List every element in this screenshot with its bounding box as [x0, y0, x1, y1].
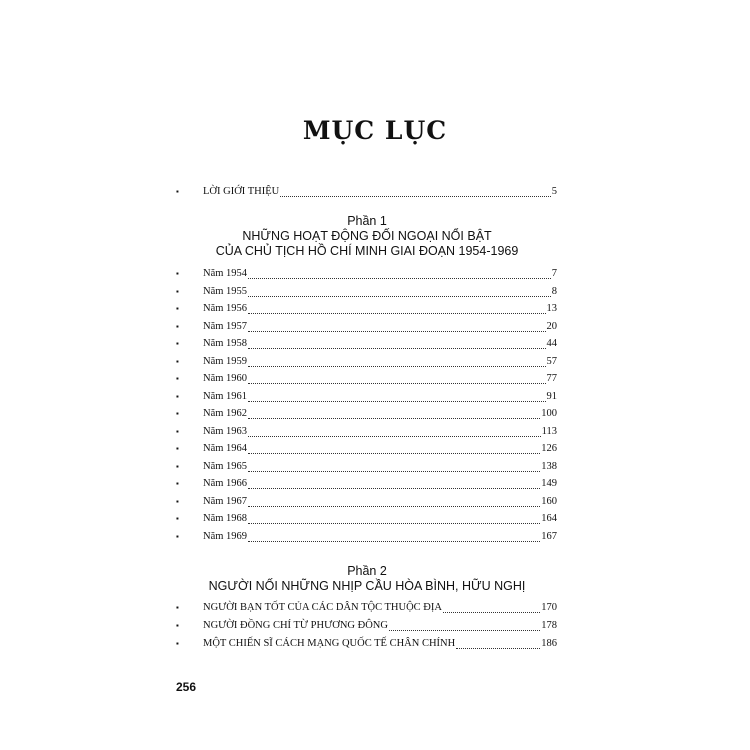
dot-leader: [248, 435, 541, 437]
toc-entry-label: Năm 1961: [203, 390, 248, 402]
toc-entry[interactable]: [176, 636, 557, 652]
toc-entry-page: 138: [541, 460, 557, 472]
toc-entry-page: 5: [551, 186, 557, 197]
toc-entry-label: Năm 1969: [203, 530, 248, 542]
toc-entry[interactable]: [176, 284, 557, 300]
toc-entry[interactable]: [176, 476, 557, 492]
toc-entry-page: 8: [551, 285, 557, 297]
toc-entry-page: 164: [541, 513, 557, 524]
toc-entry-page: 13: [546, 303, 557, 314]
toc-entry[interactable]: [176, 441, 557, 457]
part-2-title-line-1: NGƯỜI NỐI NHỮNG NHỊP CẦU HÒA BÌNH, HỮU NGHỊ: [208, 579, 526, 593]
bullet-icon: ▪: [176, 187, 179, 196]
dot-leader: [248, 417, 540, 419]
dot-leader: [456, 647, 540, 649]
bullet-icon: ▪: [176, 269, 179, 278]
toc-entry-intro[interactable]: [176, 184, 557, 200]
dot-leader: [248, 452, 540, 454]
toc-entry[interactable]: [176, 319, 557, 335]
bullet-icon: ▪: [176, 374, 179, 383]
toc-entry[interactable]: [176, 459, 557, 475]
toc-entry-page: 167: [541, 530, 557, 542]
bullet-icon: ▪: [176, 479, 179, 488]
toc-entry-page: 91: [546, 390, 557, 402]
toc-entry[interactable]: [176, 494, 557, 510]
toc-entry-label: NGƯỜI BẠN TỐT CỦA CÁC DÂN TỘC THUỘC ĐỊA: [203, 602, 442, 613]
toc-entry-page: 170: [541, 602, 557, 613]
toc-entry-label: Năm 1958: [203, 338, 248, 349]
toc-entry-page: 57: [546, 355, 557, 367]
dot-leader: [248, 470, 540, 472]
toc-entry-label: Năm 1968: [203, 513, 248, 524]
dot-leader: [248, 540, 540, 542]
toc-entry-label: Năm 1957: [203, 320, 248, 332]
part-1-heading: [150, 214, 584, 259]
toc-entry-label: Năm 1956: [203, 303, 248, 314]
toc-entry-page: 149: [541, 478, 557, 489]
toc-entry[interactable]: [176, 371, 557, 387]
toc-entry-label: Năm 1967: [203, 495, 248, 507]
bullet-icon: ▪: [176, 286, 179, 296]
toc-entry-label: Năm 1954: [203, 268, 248, 279]
bullet-icon: ▪: [176, 304, 179, 313]
toc-entry[interactable]: [176, 266, 557, 282]
part-2-number: Phần 2: [347, 564, 387, 578]
toc-entry-label: NGƯỜI ĐỒNG CHÍ TỪ PHƯƠNG ĐÔNG: [203, 620, 388, 631]
toc-entry[interactable]: [176, 354, 557, 370]
part-1-title-line-2: CỦA CHỦ TỊCH HỒ CHÍ MINH GIAI ĐOẠN 1954-1969: [215, 244, 519, 258]
bullet-icon: ▪: [176, 426, 179, 436]
toc-entry-page: 160: [541, 495, 557, 507]
toc-entry[interactable]: [176, 389, 557, 405]
bullet-icon: ▪: [176, 356, 179, 366]
toc-entry[interactable]: [176, 336, 557, 352]
toc-entry-page: 77: [546, 373, 557, 384]
dot-leader: [248, 382, 545, 384]
toc-entry-label: Năm 1960: [203, 373, 248, 384]
dot-leader: [248, 487, 540, 489]
bullet-icon: ▪: [176, 409, 179, 418]
dot-leader: [248, 522, 540, 524]
toc-entry-label: Năm 1962: [203, 408, 248, 419]
dot-leader: [443, 611, 540, 613]
dot-leader: [248, 365, 545, 367]
toc-entry-label: Năm 1966: [203, 478, 248, 489]
toc-entry-label: Năm 1964: [203, 443, 248, 454]
bullet-icon: ▪: [176, 391, 179, 401]
part-2-heading: [150, 564, 584, 594]
bullet-icon: ▪: [176, 461, 179, 471]
toc-entry-page: 186: [541, 638, 557, 649]
bullet-icon: ▪: [176, 603, 179, 612]
toc-entry[interactable]: [176, 301, 557, 317]
toc-entry-label: MỘT CHIẾN SĨ CÁCH MẠNG QUỐC TẾ CHÂN CHÍNH: [203, 638, 456, 649]
bullet-icon: ▪: [176, 321, 179, 331]
toc-entry-label: Năm 1963: [203, 425, 248, 437]
dot-leader: [248, 330, 545, 332]
bullet-icon: ▪: [176, 444, 179, 453]
part-1-title-line-1: NHỮNG HOẠT ĐỘNG ĐỐI NGOẠI NỔI BẬT: [242, 229, 492, 243]
toc-title: MỤC LỤC: [302, 116, 448, 145]
bullet-icon: ▪: [176, 621, 179, 630]
dot-leader: [248, 295, 551, 297]
bullet-icon: ▪: [176, 339, 179, 348]
bullet-icon: ▪: [176, 531, 179, 541]
toc-entry-label: LỜI GIỚI THIỆU: [203, 186, 280, 197]
toc-entry[interactable]: [176, 424, 557, 440]
dot-leader: [248, 277, 551, 279]
dot-leader: [248, 400, 545, 402]
toc-entry[interactable]: [176, 529, 557, 545]
toc-entry-label: Năm 1965: [203, 460, 248, 472]
toc-entry-page: 20: [546, 320, 557, 332]
toc-entry-page: 7: [551, 268, 557, 279]
toc-entry-label: Năm 1959: [203, 355, 248, 367]
toc-entry[interactable]: [176, 406, 557, 422]
dot-leader: [280, 195, 551, 197]
toc-entry-label: Năm 1955: [203, 285, 248, 297]
toc-entry-page: 100: [541, 408, 557, 419]
toc-entry-page: 44: [546, 338, 557, 349]
part-1-number: Phần 1: [347, 214, 387, 228]
toc-entry-page: 126: [541, 443, 557, 454]
page-number: 256: [176, 680, 197, 694]
toc-entry-page: 178: [541, 620, 557, 631]
toc-entry[interactable]: [176, 600, 557, 616]
toc-entry[interactable]: [176, 511, 557, 527]
dot-leader: [248, 347, 545, 349]
dot-leader: [248, 505, 540, 507]
bullet-icon: ▪: [176, 514, 179, 523]
dot-leader: [389, 629, 540, 631]
bullet-icon: ▪: [176, 496, 179, 506]
toc-entry[interactable]: [176, 618, 557, 634]
dot-leader: [248, 312, 545, 314]
toc-entry-page: 113: [541, 425, 557, 437]
bullet-icon: ▪: [176, 639, 179, 648]
